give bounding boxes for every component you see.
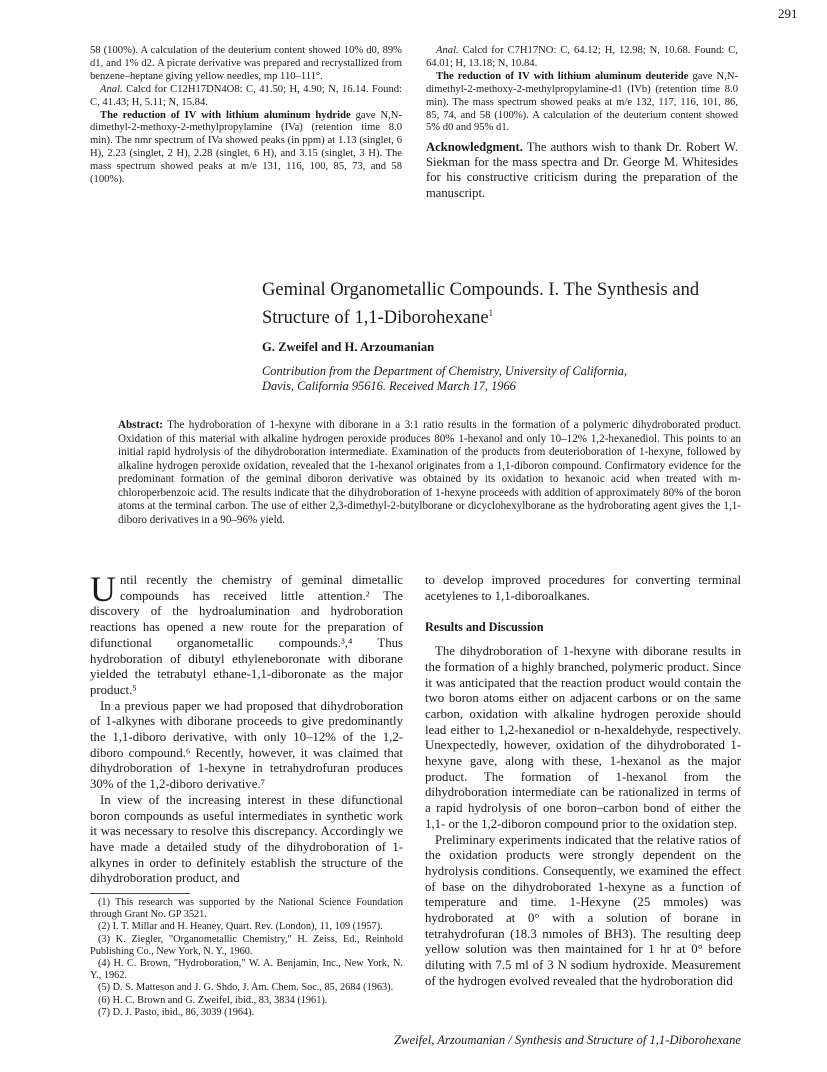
footnotes <box>90 897 403 1019</box>
reduction-deuteride-paragraph <box>426 71 738 136</box>
reduction-hydride-paragraph <box>90 110 402 187</box>
affiliation-line-1: Contribution from the Department of Chemistry, University of California, <box>262 364 628 378</box>
acknowledgment-heading: Acknowledgment. <box>426 140 523 154</box>
intro-paragraph-2: In a previous paper we had proposed that dihydroboration of 1-alkynes with diborane proceeds to give predominantly the 1,1-diboro derivative, with only 10–12% of the 1,2-diboro compound.⁶ Recently, however, it was claimed that dihydroboration of 1-hexyne in tetrahydrofuran produces 30% of the 1,2-diboro derivative.⁷ <box>90 698 403 792</box>
footnote-1: (1) This research was supported by the National Science Foundation through Grant No. GP 3521. <box>90 897 403 921</box>
anal-text: Calcd for C12H17DN4O8: C, 41.50; H, 4.90; N, 16.14. Found: C, 41.43; H, 5.11; N, 15.84. <box>90 83 402 108</box>
title-line-1: Geminal Organometallic Compounds. I. The Synthesis and <box>262 280 700 300</box>
results-paragraph-2: Preliminary experiments indicated that the relative ratios of the oxidation products were strongly dependent on the hydrolysis conditions. Consequently, we examined the effect of base on the dihydroborated 1-hexyne as a function of temperature and time. 1-Hexyne (25 mmoles) was hydroborated at 0° with a solution of borane in tetrahydrofuran (18.3 mmoles of BH3). The resulting deep yellow solution was then maintained for 1 hr at 0° before diluting with 7.5 ml of 3 N sodium hydroxide. Measurement of the hydrogen evolved revealed that the hydroboration did <box>425 832 741 988</box>
acknowledgment-paragraph <box>426 140 738 201</box>
footnote-7: (7) D. J. Pasto, ibid., 86, 3039 (1964). <box>98 1006 255 1018</box>
reduction-text: gave N,N-dimethyl-2-methoxy-2-methylpropylamine-d1 (IVb) (retention time 8.0 min). The mass spectrum showed peaks at m/e 132, 117, 116, 101, 86, 85, 74, and 58 (100%). A calculation of the deuterium content showed 5% d0 and 95% d1. <box>426 70 738 134</box>
experimental-continued-right <box>426 45 738 135</box>
affiliation-line-2: Davis, California 95616. Received March 17, 1966 <box>262 379 516 393</box>
reduction-heading: The reduction of IV with lithium aluminum deuteride <box>436 70 689 82</box>
results-heading: Results and Discussion <box>425 620 544 635</box>
anal-label: Anal. <box>436 45 459 56</box>
footnote-2: (2) I. T. Millar and H. Heaney, Quart. Rev. (London), 11, 109 (1957). <box>98 921 383 933</box>
reduction-heading: The reduction of IV with lithium aluminum hydride <box>100 109 351 121</box>
results-paragraph-1: The dihydroboration of 1-hexyne with diborane results in the formation of a highly branched, polymeric product. Since it was anticipated that the reaction product would contain the two boron atoms either on adjacent carbons or on the same carbon, oxidation with alkaline hydrogen peroxide should lead either to 1,2-hexanediol or n-hexaldehyde, respectively. Unexpectedly, however, oxidation of the dihydroborated 1-hexyne gave, along with these, 1-hexanol as the major product. The formation of 1-hexanol from the dihydroboration intermediate can be rationalized in terms of a rapid hydrolysis of one boron–carbon bond of either the 1,1- or the 1,2-diboron compound prior to the oxidation step. <box>425 644 741 831</box>
analysis-paragraph <box>90 84 402 110</box>
footnote-divider <box>90 893 190 894</box>
article-title <box>262 279 742 330</box>
footnote-6: (6) H. C. Brown and G. Zweifel, ibid., 83, 3834 (1961). <box>98 994 328 1006</box>
title-footnote-marker: 1 <box>488 308 494 318</box>
deuterium-paragraph: 58 (100%). A calculation of the deuterium content showed 10% d0, 89% d1, and 1% d2. A picrate derivative was prepared and recrystallized from benzene–heptane giving yellow needles, mp 110–111°. <box>90 45 402 82</box>
experimental-continued-left <box>90 45 402 187</box>
page-number: 291 <box>778 6 798 21</box>
abstract <box>118 419 741 527</box>
affiliation <box>262 364 742 394</box>
intro-paragraph-3: In view of the increasing interest in these difunctional boron compounds as useful intermediates in synthetic work it was necessary to resolve this discrepancy. Accordingly we have made a detailed study of the dihydroboration of 1-alkynes in order to definitely establish the structure of the dihydroboration product, and <box>90 792 403 886</box>
anal-text: Calcd for C7H17NO: C, 64.12; H, 12.98; N, 10.68. Found: C, 64.01; H, 13.18; N, 10.84. <box>426 45 738 69</box>
footnote-3: (3) K. Ziegler, "Organometallic Chemistry," H. Zeiss, Ed., Reinhold Publishing Co., New York, N. Y., 1960. <box>90 933 403 957</box>
anal-label: Anal. <box>100 83 123 95</box>
intro-text-1: ntil recently the chemistry of geminal dimetallic compounds has received little attention.² The discovery of the hydroalumination and hydroboration reactions has opened a new route for the preparation of difunctional organometallic compounds.³,⁴ Thus hydroboration of dibutyl ethyleneboronate with diborane yielded the tetrabutyl ethane-1,1-diboronate as the major product.⁵ <box>90 573 403 697</box>
abstract-text: The hydroboration of 1-hexyne with diborane in a 3:1 ratio results in the formation of a polymeric dihydroborated product. Oxidation of this material with alkaline hydrogen peroxide produces 80% 1-hexanol and only 10–12% 1,2-hexanediol. This points to an initial rapid hydrolysis of the dihydroboration intermediate. Examination of the products from deuterioboration of 1-hexyne, followed by alkaline hydrogen peroxide oxidation, revealed that the 1-hexanol originates from a 1,1-diboron compound. Confirmatory evidence for the predominant formation of the geminal diboron derivative was obtained by its oxidation to hexanoic acid when treated with m-chloroperbenzoic acid. The results indicate that the dihydroboration of 1-hexyne proceeds with addition of approximately 80% of the boron atoms at the terminal carbon. The use of either 2,3-dimethyl-2-butylborane or dicyclohexylborane as the hydroborating agent gives the 1,1-diboro derivatives in a 90–96% yield. <box>118 419 741 526</box>
footnote-4: (4) H. C. Brown, "Hydroboration," W. A. Benjamin, Inc., New York, N. Y., 1962. <box>90 958 403 982</box>
body-left-column <box>90 569 403 1019</box>
body-right-column <box>425 573 741 990</box>
running-footer: Zweifel, Arzoumanian / Synthesis and Structure of 1,1-Diborohexane <box>394 1033 741 1047</box>
analysis-paragraph <box>426 45 738 71</box>
intro-paragraph-1 <box>90 569 403 699</box>
drop-cap: U <box>90 569 116 609</box>
intro-paragraph-continued: to develop improved procedures for converting terminal acetylenes to 1,1-diboroalkanes. <box>425 573 741 603</box>
acknowledgment-text: The authors wish to thank Dr. Robert W. Siekman for the mass spectra and Dr. George M. Whitesides for his constructive criticism during the preparation of the manuscript. <box>426 140 738 200</box>
footnote-5: (5) D. S. Matteson and J. G. Shdo, J. Am. Chem. Soc., 85, 2684 (1963). <box>98 982 394 994</box>
authors: G. Zweifel and H. Arzoumanian <box>262 340 435 354</box>
title-line-2: Structure of 1,1-Diborohexane <box>262 308 489 329</box>
reduction-text: gave N,N-dimethyl-2-methoxy-2-methylpropylamine (IVa) (retention time 8.0 min). The nmr spectrum of IVa showed peaks (in ppm) at 1.13 (singlet, 6 H), 2.23 (singlet, 2 H), 2.28 (singlet, 6 H), and 3.15 (singlet, 3 H). The mass spectrum showed peaks at m/e 131, 116, 100, 85, 73, and 58 (100%). <box>90 109 402 186</box>
abstract-label: Abstract: <box>118 419 163 431</box>
